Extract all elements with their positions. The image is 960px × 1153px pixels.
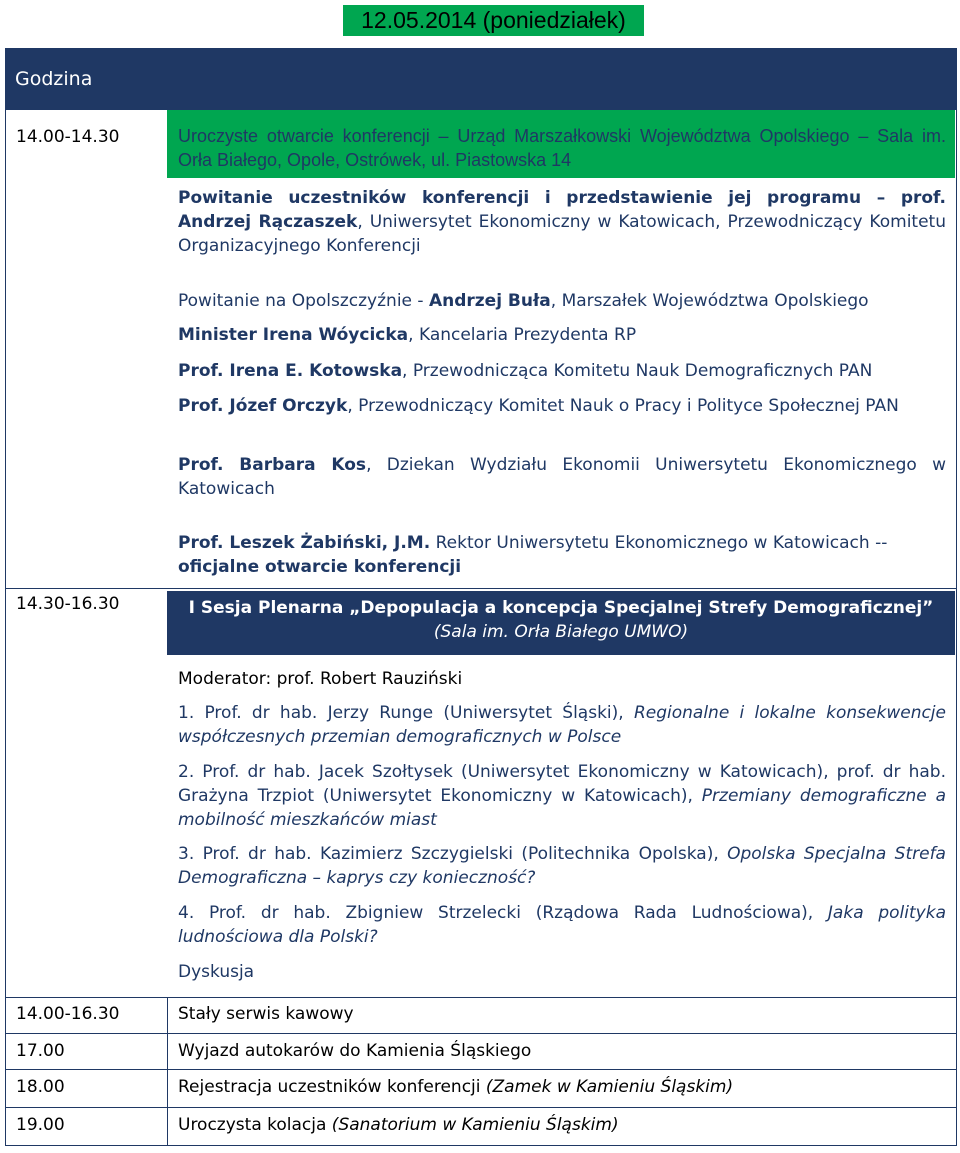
row-time: 18.00 [16, 1077, 65, 1097]
row-time: 19.00 [16, 1115, 65, 1135]
row-divider [5, 1033, 956, 1034]
session-discussion: Dyskusja [178, 962, 255, 982]
talk-item: 3. Prof. dr hab. Kazimierz Szczygielski (Politechnika Opolska), Opolska Specjalna Strefa Demograficzna – kaprys czy konieczność? [178, 844, 946, 888]
session-time: 14.30-16.30 [16, 594, 120, 614]
speaker-item: Minister Irena Wóycicka, Kancelaria Prezydenta RP [178, 325, 637, 345]
welcome-host-role: , Uniwersytet Ekonomiczny w Katowicach, Przewodniczący Komitetu Organizacyjnego Konferencji [178, 212, 946, 256]
opening-welcome [178, 186, 946, 258]
session-moderator: Moderator: prof. Robert Rauziński [178, 669, 463, 689]
row-divider [5, 997, 956, 998]
row-divider [5, 588, 956, 589]
row-label: Wyjazd autokarów do Kamienia Śląskiego [178, 1041, 532, 1061]
rector-opening: Prof. Leszek Żabiński, J.M. Rektor Uniwersytetu Ekonomicznego w Katowicach -- oficjalne otwarcie konferencji [178, 533, 888, 577]
column-divider [167, 997, 168, 1146]
talk-item: 1. Prof. dr hab. Jerzy Runge (Uniwersytet Śląski), Regionalne i lokalne konsekwencje współczesnych przemian demograficznych w Polsce [178, 703, 946, 747]
speaker-item: Prof. Barbara Kos, Dziekan Wydziału Ekonomii Uniwersytetu Ekonomicznego w Katowicach [178, 455, 946, 499]
welcome-host: Powitanie uczestników konferencji i przedstawienie jej programu – prof. Andrzej Rączaszek [178, 188, 946, 232]
row-time: 17.00 [16, 1041, 65, 1061]
speaker-item: Prof. Irena E. Kotowska, Przewodnicząca Komitetu Nauk Demograficznych PAN [178, 361, 873, 381]
row-label: Stały serwis kawowy [178, 1004, 354, 1024]
welcome-region: Powitanie na Opolszczyźnie - Andrzej Buła, Marszałek Województwa Opolskiego [178, 291, 869, 311]
row-label: Uroczysta kolacja (Sanatorium w Kamieniu Śląskim) [178, 1115, 619, 1135]
session-venue: (Sala im. Orła Białego UMWO) [433, 622, 689, 642]
row-divider [5, 1107, 956, 1108]
session-title-bar [167, 591, 955, 655]
opening-title: Uroczyste otwarcie konferencji – Urząd Marszałkowski Województwa Opolskiego – Sala im. Orła Białego, Opole, Ostrówek, ul. Piastowska 14 [178, 126, 946, 170]
header-godzina: Godzina [5, 48, 956, 110]
opening-time: 14.00-14.30 [16, 127, 120, 147]
row-label: Rejestracja uczestników konferencji (Zamek w Kamieniu Śląskim) [178, 1077, 734, 1097]
date-banner: 12.05.2014 (poniedziałek) [343, 5, 644, 36]
talk-item: 2. Prof. dr hab. Jacek Szołtysek (Uniwersytet Ekonomiczny w Katowicach), prof. dr hab. Grażyna Trzpiot (Uniwersytet Ekonomiczny w Katowicach), Przemiany demograficzne a mobilność mieszkańców miast [178, 762, 947, 830]
session-title: I Sesja Plenarna „Depopulacja a koncepcja Specjalnej Strefy Demograficznej” [188, 598, 934, 618]
row-divider [5, 1069, 956, 1070]
speaker-item: Prof. Józef Orczyk, Przewodniczący Komitet Nauk o Pracy i Polityce Społecznej PAN [178, 396, 899, 416]
row-time: 14.00-16.30 [16, 1004, 120, 1024]
talk-item: 4. Prof. dr hab. Zbigniew Strzelecki (Rządowa Rada Ludnościowa), Jaka polityka ludnościowa dla Polski? [178, 903, 946, 947]
